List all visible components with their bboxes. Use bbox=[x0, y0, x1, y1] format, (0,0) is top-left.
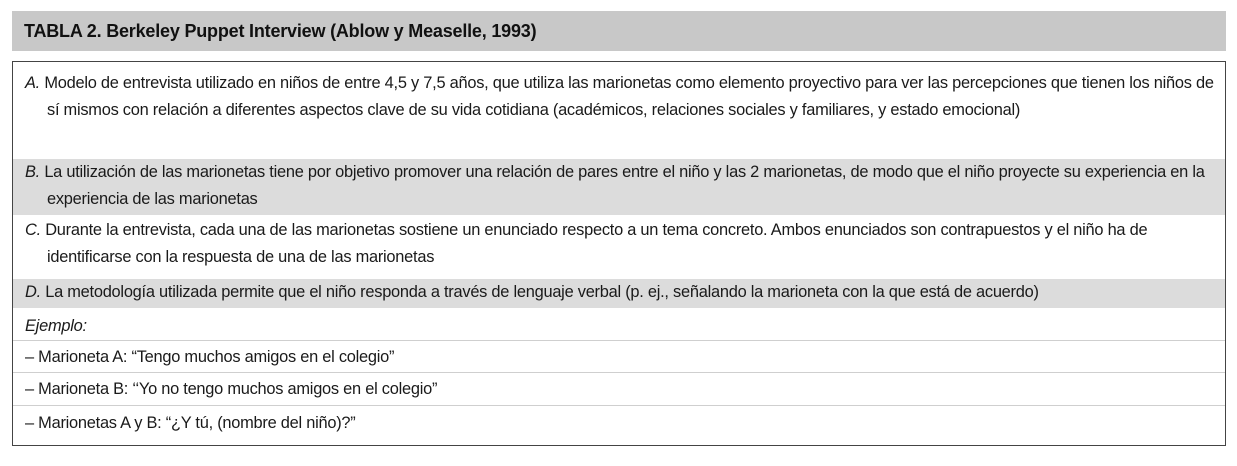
table-row-b bbox=[13, 159, 1225, 215]
example-line: – Marioneta A: “Tengo muchos amigos en el colegio” bbox=[25, 348, 395, 366]
row-divider bbox=[13, 340, 1225, 341]
row-divider bbox=[13, 372, 1225, 373]
example-line: – Marioneta B: ‘‘Yo no tengo muchos amigos en el colegio” bbox=[25, 380, 438, 398]
row-marker: D. bbox=[25, 283, 41, 301]
row-marker: A. bbox=[25, 74, 40, 92]
table-title: TABLA 2. Berkeley Puppet Interview (Ablow y Measelle, 1993) bbox=[12, 11, 1226, 51]
row-marker: C. bbox=[25, 221, 41, 239]
example-line: – Marionetas A y B: “¿Y tú, (nombre del niño)?” bbox=[25, 414, 356, 432]
row-text: Durante la entrevista, cada una de las marionetas sostiene un enunciado respecto a un tema concreto. Ambos enunciados son contrapuestos y el niño ha de identificarse con la respuesta de una de las marionetas bbox=[45, 221, 1148, 266]
row-text: La metodología utilizada permite que el niño responda a través de lenguaje verbal (p. ej., señalando la marioneta con la que está de acuerdo) bbox=[45, 283, 1039, 301]
table-row-a bbox=[13, 70, 1225, 155]
table-row-c bbox=[13, 217, 1225, 273]
row-text: Modelo de entrevista utilizado en niños de entre 4,5 y 7,5 años, que utiliza las marionetas como elemento proyectivo para ver las percepciones que tienen los niños de sí mismos con relación a diferentes aspectos clave de su vida cotidiana (académicos, relaciones sociales y familiares, y estado emocional) bbox=[44, 74, 1214, 119]
table-body bbox=[12, 61, 1226, 446]
row-text: La utilización de las marionetas tiene por objetivo promover una relación de pares entre el niño y las 2 marionetas, de modo que el niño proyecte su experiencia en la experiencia de las marionetas bbox=[44, 163, 1205, 208]
table-row-d bbox=[13, 279, 1225, 308]
row-divider bbox=[13, 405, 1225, 406]
example-label: Ejemplo: bbox=[25, 317, 87, 335]
row-marker: B. bbox=[25, 163, 40, 181]
